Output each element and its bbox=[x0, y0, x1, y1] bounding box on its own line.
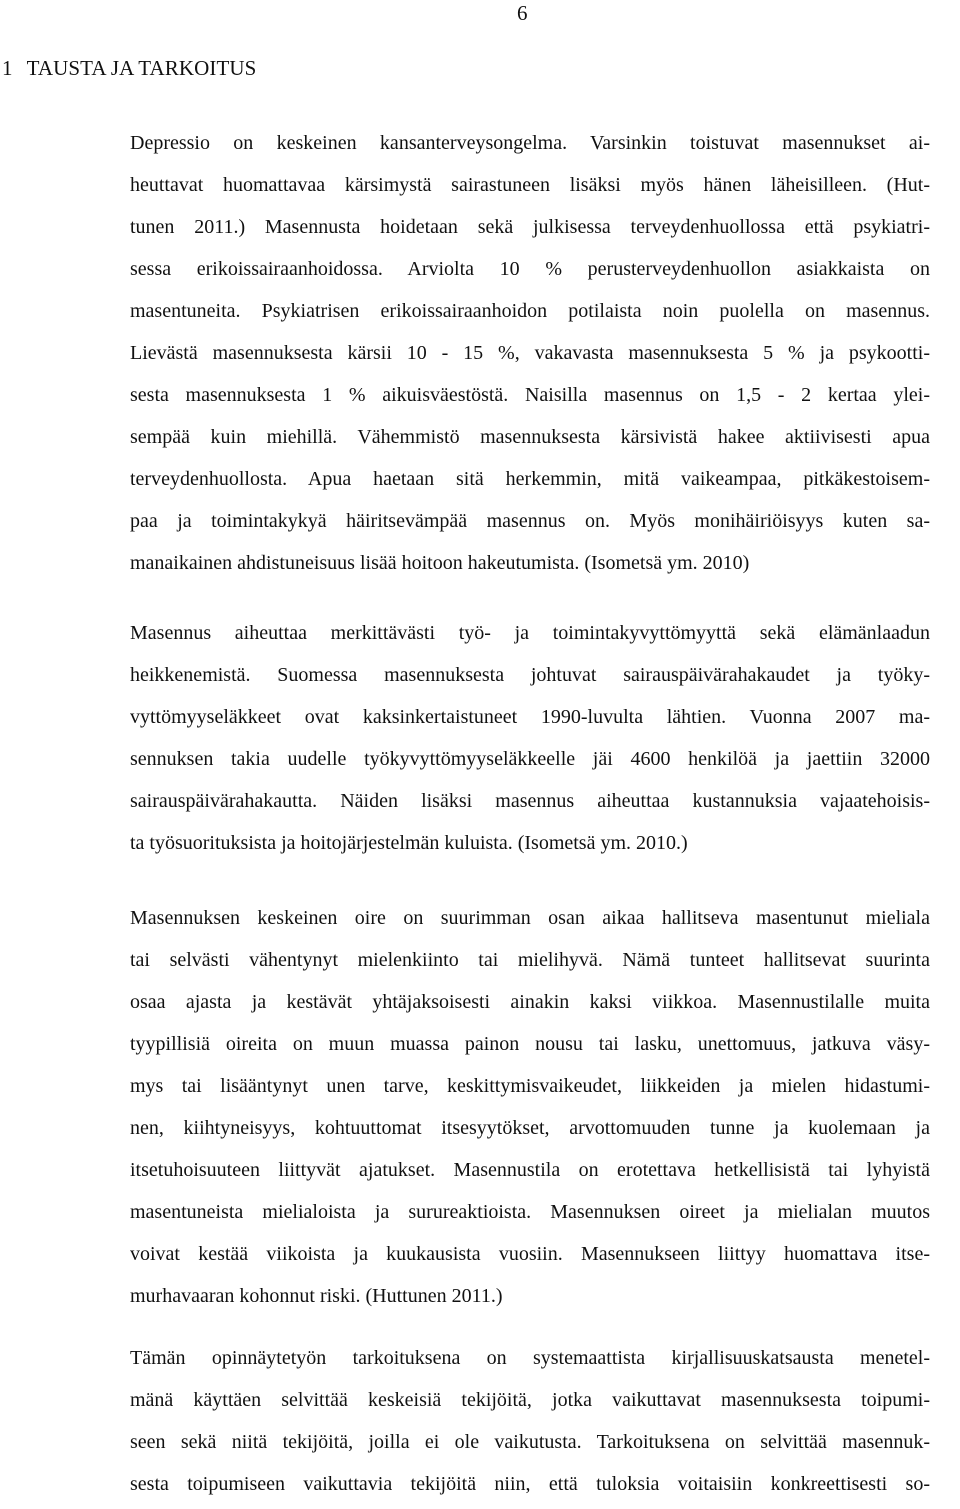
text-line: tyypillisiä oireita on muun muassa painon nousu tai lasku, unettomuus, jatkuva väsy- bbox=[130, 1033, 930, 1055]
paragraph-symptoms bbox=[130, 897, 930, 1317]
text-line: voivat kestää viikoista ja kuukausista vuosiin. Masennukseen liittyy huomattava itse- bbox=[130, 1243, 930, 1265]
text-line: mänä käyttäen selvittää keskeisiä tekijöitä, jotka vaikuttavat masennuksesta toipumi- bbox=[130, 1389, 930, 1411]
text-line: Masennus aiheuttaa merkittävästi työ- ja toimintakyvyttömyyttä sekä elämänlaadun bbox=[130, 622, 930, 644]
section-heading bbox=[2, 55, 256, 81]
text-line: heuttavat huomattavaa kärsimystä sairastuneen lisäksi myös hänen läheisilleen. (Hut- bbox=[130, 174, 930, 196]
paragraph-depression-public-health bbox=[130, 122, 930, 584]
text-line: Depressio on keskeinen kansanterveysongelma. Varsinkin toistuvat masennukset ai- bbox=[130, 132, 930, 154]
page-number: 6 bbox=[517, 1, 528, 25]
text-line: tunen 2011.) Masennusta hoidetaan sekä julkisessa terveydenhuollossa että psykiatri- bbox=[130, 216, 930, 238]
text-line: sesta toipumiseen vaikuttavia tekijöitä niin, että tuloksia voitaisiin konkreettisesti so- bbox=[130, 1473, 930, 1495]
text-line: sesta masennuksesta 1 % aikuisväestöstä. Naisilla masennus on 1,5 - 2 kertaa ylei- bbox=[130, 384, 930, 406]
text-line: murhavaaran kohonnut riski. (Huttunen 2011.) bbox=[130, 1285, 503, 1307]
text-line: manaikainen ahdistuneisuus lisää hoitoon hakeutumista. (Isometsä ym. 2010) bbox=[130, 552, 750, 574]
text-line: tai selvästi vähentynyt mielenkiinto tai mielihyvä. Nämä tunteet hallitsevat suurinta bbox=[130, 949, 930, 971]
section-number: 1 bbox=[2, 56, 13, 80]
text-line: itsetuhoisuuteen liittyvät ajatukset. Masennustila on erotettava hetkellisistä tai lyhyistä bbox=[130, 1159, 930, 1181]
section-title: TAUSTA JA TARKOITUS bbox=[26, 56, 257, 80]
text-line: masentuneita. Psykiatrisen erikoissairaanhoidon potilaista noin puolella on masennus. bbox=[130, 300, 930, 322]
text-line: mys tai lisääntynyt unen tarve, keskittymisvaikeudet, liikkeiden ja mielen hidastumi- bbox=[130, 1075, 930, 1097]
paragraph-thesis-purpose bbox=[130, 1337, 930, 1505]
text-line: sennuksen takia uudelle työkyvyttömyyseläkkeelle jäi 4600 henkilöä ja jaettiin 32000 bbox=[130, 748, 930, 770]
text-line: sairauspäivärahakautta. Näiden lisäksi masennus aiheuttaa kustannuksia vajaatehoisis- bbox=[130, 790, 930, 812]
text-line: seen sekä niitä tekijöitä, joilla ei ole vaikutusta. Tarkoituksena on selvittää masennuk- bbox=[130, 1431, 930, 1453]
text-line: vyttömyyseläkkeet ovat kaksinkertaistuneet 1990-luvulta lähtien. Vuonna 2007 ma- bbox=[130, 706, 930, 728]
text-line: masentuneista mielialoista ja surureaktioista. Masennuksen oireet ja mielialan muutos bbox=[130, 1201, 930, 1223]
text-line: sempää kuin miehillä. Vähemmistö masennuksesta kärsivistä hakee aktiivisesti apua bbox=[130, 426, 930, 448]
text-line: Masennuksen keskeinen oire on suurimman osan aikaa hallitseva masentunut mieliala bbox=[130, 907, 930, 929]
text-line: ta työsuorituksista ja hoitojärjestelmän kuluista. (Isometsä ym. 2010.) bbox=[130, 832, 688, 854]
text-line: sessa erikoissairaanhoidossa. Arviolta 10 % perusterveydenhuollon asiakkaista on bbox=[130, 258, 930, 280]
text-line: Tämän opinnäytetyön tarkoituksena on systemaattista kirjallisuuskatsausta menetel- bbox=[130, 1347, 930, 1369]
text-line: nen, kiihtyneisyys, kohtuuttomat itsesyytökset, arvottomuuden tunne ja kuolemaan ja bbox=[130, 1117, 930, 1139]
text-line: terveydenhuollosta. Apua haetaan sitä herkemmin, mitä vaikeampaa, pitkäkestoisem- bbox=[130, 468, 930, 490]
text-line: paa ja toimintakykyä häiritsevämpää masennus on. Myös monihäiriöisyys kuten sa- bbox=[130, 510, 930, 532]
paragraph-work-capacity bbox=[130, 612, 930, 864]
text-line: Lievästä masennuksesta kärsii 10 - 15 %, vakavasta masennuksesta 5 % ja psykootti- bbox=[130, 342, 930, 364]
text-line: heikkenemistä. Suomessa masennuksesta johtuvat sairauspäivärahakaudet ja työky- bbox=[130, 664, 930, 686]
text-line: osaa ajasta ja kestävät yhtäjaksoisesti ainakin kaksi viikkoa. Masennustilalle muita bbox=[130, 991, 930, 1013]
